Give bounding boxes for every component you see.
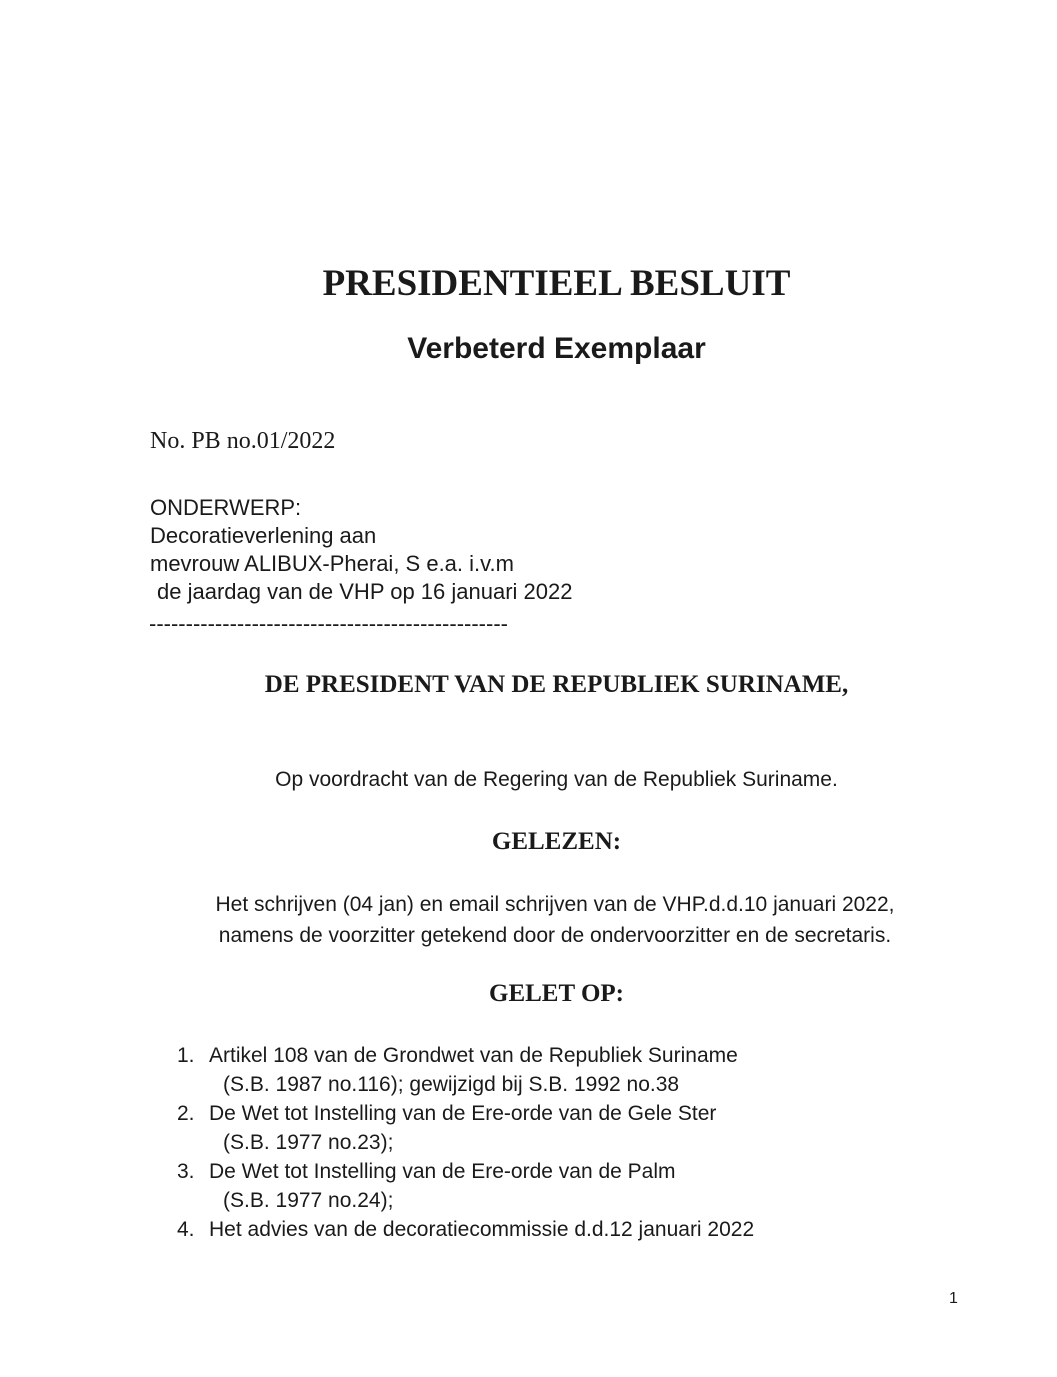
document-title: PRESIDENTIEEL BESLUIT (322, 263, 791, 304)
president-heading: DE PRESIDENT VAN DE REPUBLIEK SURINAME, (264, 671, 849, 698)
list-item-number: 4. (177, 1218, 195, 1241)
list-item-text: (S.B. 1977 no.24); (223, 1189, 394, 1212)
subject-line: de jaardag van de VHP op 16 januari 2022 (157, 579, 573, 604)
list-item (177, 1157, 754, 1215)
gelet-op-list (177, 1041, 754, 1244)
list-item-text: De Wet tot Instelling van de Ere-orde van de Palm (209, 1160, 676, 1183)
list-item (177, 1215, 754, 1244)
list-item-text: Het advies van de decoratiecommissie d.d.12 januari 2022 (209, 1218, 755, 1241)
gelezen-heading: GELEZEN: (491, 828, 622, 855)
list-item-text: (S.B. 1977 no.23); (223, 1131, 394, 1154)
list-item-text: Artikel 108 van de Grondwet van de Republiek Suriname (209, 1044, 738, 1067)
list-item-text: De Wet tot Instelling van de Ere-orde van de Gele Ster (209, 1102, 717, 1125)
list-item-number: 3. (177, 1160, 195, 1183)
list-item-text: (S.B. 1987 no.116); gewijzigd bij S.B. 1992 no.38 (223, 1073, 680, 1096)
proposal-text: Op voordracht van de Regering van de Republiek Suriname. (275, 768, 838, 791)
list-item-number: 2. (177, 1102, 195, 1125)
gelezen-body (0, 889, 1057, 951)
subject-label: ONDERWERP: (150, 495, 302, 520)
document-subtitle: Verbeterd Exemplaar (407, 332, 706, 365)
subject-divider: ------------------------------------------------- (149, 611, 508, 636)
subject-line: Decoratieverlening aan (150, 523, 377, 548)
list-item (177, 1041, 754, 1099)
list-item (177, 1099, 754, 1157)
page-number: 1 (949, 1290, 958, 1307)
decree-number: No. PB no.01/2022 (150, 428, 336, 454)
gelet-op-heading: GELET OP: (489, 980, 624, 1007)
subject-line: mevrouw ALIBUX-Pherai, S e.a. i.v.m (150, 551, 514, 576)
subject-block (150, 494, 572, 606)
list-item-number: 1. (177, 1044, 195, 1067)
gelezen-line: Het schrijven (04 jan) en email schrijven van de VHP.d.d.10 januari 2022, (215, 893, 895, 916)
gelezen-line: namens de voorzitter getekend door de ondervoorzitter en de secretaris. (218, 924, 892, 947)
